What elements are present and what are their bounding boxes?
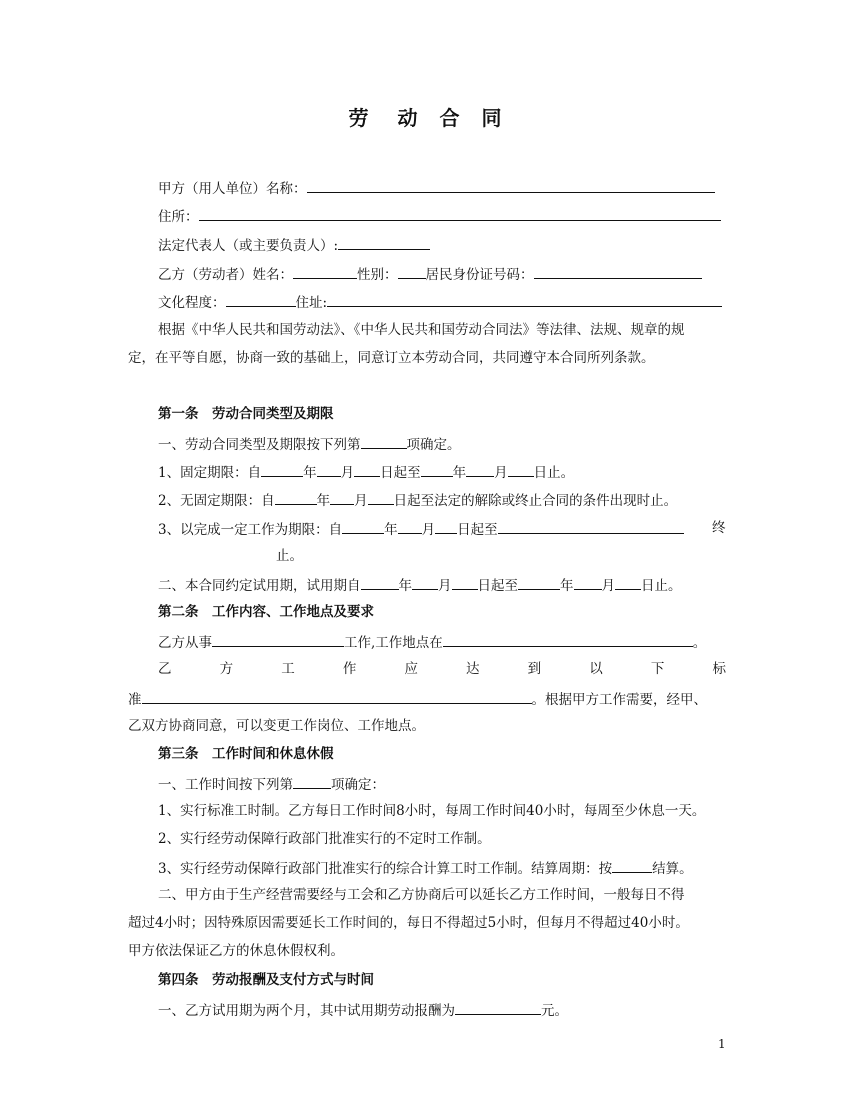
- article-1-p1-text: 一、劳动合同类型及期限按下列第: [158, 437, 361, 453]
- trial-period-label: 二、本合同约定试用期，试用期自: [158, 578, 361, 594]
- work-standard-line-3: 乙双方协商同意，可以变更工作岗位、工作地点。: [128, 718, 425, 734]
- work-location-blank[interactable]: [443, 632, 693, 647]
- trial-to-month-blank[interactable]: [574, 575, 602, 590]
- fixed-to-month-blank[interactable]: [466, 462, 494, 477]
- page-number: 1: [718, 1037, 726, 1051]
- year-text: 年: [384, 522, 398, 538]
- address-label: 住所：: [158, 209, 199, 225]
- work-standard-line-2: [128, 689, 707, 709]
- std-char: 应: [404, 661, 418, 677]
- title-char: 动: [397, 106, 418, 130]
- nonfixed-year-blank[interactable]: [275, 490, 317, 505]
- preamble-line-1: 根据《中华人民共和国劳动法》、《中华人民共和国劳动合同法》等法律、法规、规章的规: [158, 322, 685, 338]
- article-3-p1: [158, 774, 385, 794]
- party-a-name-blank[interactable]: [307, 178, 715, 193]
- address-line: [158, 206, 721, 226]
- day-end-text: 日止。: [533, 465, 575, 481]
- fixed-to-year-blank[interactable]: [421, 462, 453, 477]
- article-1-heading: 第一条 劳动合同类型及期限: [158, 406, 334, 422]
- non-fixed-term-line: [158, 490, 677, 510]
- day-from-text: 日起至: [477, 578, 518, 594]
- std-char: 以: [589, 661, 603, 677]
- work-standard-tail: 。根据甲方工作需要，经甲、: [531, 692, 707, 708]
- year-text: 年: [452, 465, 467, 481]
- nonfixed-month-blank[interactable]: [330, 490, 354, 505]
- id-blank[interactable]: [534, 264, 702, 279]
- std-char: 乙: [158, 661, 172, 677]
- party-b-line: [158, 264, 702, 284]
- work-standard-label: 准: [128, 692, 142, 708]
- title-char: 合: [439, 106, 460, 130]
- month-text: 月: [421, 522, 436, 538]
- trial-pay-blank[interactable]: [455, 1000, 541, 1015]
- year-text: 年: [316, 493, 331, 509]
- month-text: 月: [438, 578, 452, 594]
- party-a-name-line: [158, 178, 715, 198]
- task-term-end-2: 止。: [276, 548, 303, 564]
- article-2-heading: 第二条 工作内容、工作地点及要求: [158, 604, 374, 620]
- legal-rep-label: 法定代表人（或主要负责人）:: [158, 238, 339, 254]
- task-day-blank[interactable]: [435, 519, 457, 534]
- task-completion-blank[interactable]: [498, 519, 684, 534]
- non-fixed-term-tail: 日起至法定的解除或终止合同的条件出现时止。: [393, 493, 678, 509]
- overtime-line-3: 甲方依法保证乙方的休息休假权利。: [128, 943, 344, 959]
- comprehensive-hours-tail: 结算。: [652, 861, 693, 877]
- task-term-end-1: 终: [712, 520, 726, 536]
- day-from-text: 日起至: [380, 465, 421, 481]
- overtime-line-2: 超过4小时；因特殊原因需要延长工作时间的，每日不得超过5小时，但每月不得超过40小时。: [128, 915, 689, 931]
- work-standard-blank[interactable]: [142, 689, 532, 704]
- comprehensive-hours-line: [158, 858, 693, 878]
- article-3-p1-text: 一、工作时间按下列第: [158, 777, 293, 793]
- work-hours-type-blank[interactable]: [293, 774, 331, 789]
- month-text: 月: [494, 465, 508, 481]
- month-text: 月: [340, 465, 355, 481]
- party-a-name-label: 甲方（用人单位）名称：: [158, 181, 307, 197]
- task-term-line: [158, 519, 684, 539]
- year-text: 年: [560, 578, 574, 594]
- article-3-p1-tail: 项确定：: [331, 777, 385, 793]
- std-char: 达: [466, 661, 480, 677]
- title-char: 劳: [348, 106, 369, 130]
- party-b-name-label: 乙方（劳动者）姓名：: [158, 267, 293, 283]
- residence-blank[interactable]: [327, 292, 722, 307]
- non-fixed-term-label: 2、无固定期限：自: [158, 493, 275, 509]
- trial-to-year-blank[interactable]: [518, 575, 560, 590]
- month-text: 月: [354, 493, 368, 509]
- article-1-p1-tail: 项确定。: [406, 437, 461, 453]
- article-4-p1: [158, 1000, 568, 1020]
- month-text: 月: [601, 578, 615, 594]
- preamble-line-2: 定，在平等自愿，协商一致的基础上，同意订立本劳动合同，共同遵守本合同所列条款。: [128, 350, 655, 366]
- job-label: 乙方从事: [158, 635, 212, 651]
- year-text: 年: [303, 465, 317, 481]
- task-month-blank[interactable]: [398, 519, 422, 534]
- std-char: 工: [281, 661, 295, 677]
- legal-rep-line: [158, 235, 430, 255]
- fixed-from-day-blank[interactable]: [354, 462, 380, 477]
- std-char: 下: [650, 661, 665, 677]
- contract-type-blank[interactable]: [361, 434, 407, 449]
- party-b-name-blank[interactable]: [293, 264, 357, 279]
- flexible-hours-line: 2、实行经劳动保障行政部门批准实行的不定时工作制。: [158, 831, 491, 847]
- work-standard-line-1: [158, 660, 726, 678]
- job-blank[interactable]: [212, 632, 344, 647]
- education-blank[interactable]: [226, 292, 296, 307]
- fixed-to-day-blank[interactable]: [508, 462, 534, 477]
- article-2-line-1: [158, 632, 706, 652]
- trial-from-month-blank[interactable]: [412, 575, 438, 590]
- residence-label: 住址:: [295, 295, 328, 311]
- trial-pay-unit: 元。: [541, 1003, 568, 1019]
- settlement-period-blank[interactable]: [612, 858, 652, 873]
- std-char: 作: [342, 661, 357, 677]
- article-1-p1: [158, 434, 461, 454]
- trial-pay-text: 一、乙方试用期为两个月，其中试用期劳动报酬为: [158, 1003, 455, 1019]
- gender-label: 性别：: [357, 267, 398, 283]
- education-label: 文化程度：: [158, 295, 226, 311]
- fixed-term-label: 1、固定期限：自: [158, 465, 262, 481]
- std-char: 到: [527, 661, 542, 677]
- article-4-heading: 第四条 劳动报酬及支付方式与时间: [158, 972, 374, 988]
- trial-from-year-blank[interactable]: [361, 575, 399, 590]
- std-char: 标: [712, 661, 726, 677]
- task-term-label: 3、以完成一定工作为期限：自: [158, 522, 343, 538]
- nonfixed-day-blank[interactable]: [368, 490, 394, 505]
- day-from-text: 日起至: [457, 522, 498, 538]
- comprehensive-hours-text: 3、实行经劳动保障行政部门批准实行的综合计算工时工作制。结算周期：按: [158, 861, 613, 877]
- title-char: 同: [481, 106, 502, 130]
- article-3-heading: 第三条 工作时间和休息休假: [158, 746, 334, 762]
- address-blank[interactable]: [199, 206, 721, 221]
- day-end-text: 日止。: [641, 578, 682, 594]
- fixed-from-month-blank[interactable]: [317, 462, 341, 477]
- trial-from-day-blank[interactable]: [452, 575, 478, 590]
- period: 。: [692, 635, 707, 651]
- legal-rep-blank[interactable]: [338, 235, 430, 250]
- id-label: 居民身份证号码：: [425, 267, 534, 283]
- overtime-line-1: 二、甲方由于生产经营需要经与工会和乙方协商后可以延长乙方工作时间，一般每日不得: [158, 887, 685, 903]
- trial-period-line: [158, 575, 682, 595]
- fixed-from-year-blank[interactable]: [261, 462, 303, 477]
- task-year-blank[interactable]: [342, 519, 384, 534]
- standard-hours-line: 1、实行标准工时制。乙方每日工作时间8小时，每周工作时间40小时，每周至少休息一天。: [158, 803, 706, 819]
- document-title: [0, 102, 850, 131]
- year-text: 年: [398, 578, 412, 594]
- gender-blank[interactable]: [398, 264, 426, 279]
- std-char: 方: [219, 661, 234, 677]
- fixed-term-line: [158, 462, 574, 482]
- work-location-label: 工作,工作地点在: [344, 635, 443, 651]
- trial-to-day-blank[interactable]: [615, 575, 641, 590]
- education-line: [158, 292, 722, 312]
